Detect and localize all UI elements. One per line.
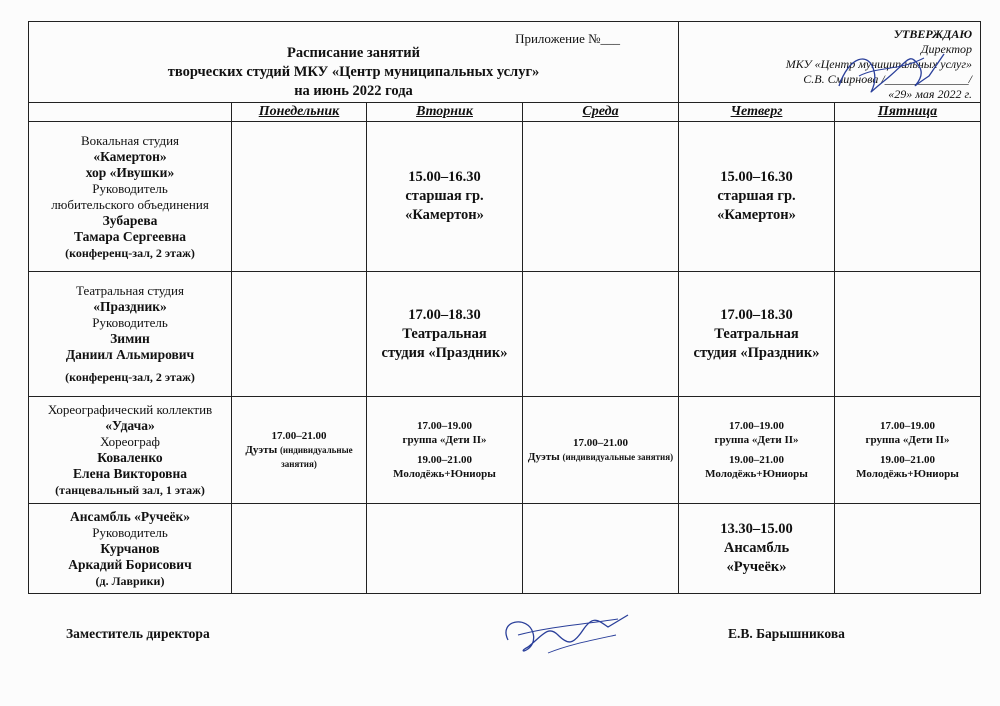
slot-cell bbox=[232, 272, 367, 397]
slot-cell bbox=[835, 122, 981, 272]
studio-cell: Хореографический коллектив «Удача» Хореограф Коваленко Елена Викторовна (танцевальный зал, 1 этаж) bbox=[29, 397, 232, 504]
deputy-signature bbox=[488, 605, 638, 665]
table-row bbox=[29, 504, 981, 594]
studio-cell: Театральная студия «Праздник» Руководитель Зимин Даниил Альмирович (конференц-зал, 2 этаж) bbox=[29, 272, 232, 397]
slot-cell: 17.00–19.00 группа «Дети II» 19.00–21.00 Молодёжь+Юниоры bbox=[835, 397, 981, 504]
slot-cell bbox=[523, 504, 679, 594]
day-wednesday: Среда bbox=[523, 103, 679, 122]
header-row bbox=[29, 22, 981, 103]
table-row bbox=[29, 122, 981, 272]
slot-cell: 17.00–21.00 Дуэты (индивидуальные занятия) bbox=[232, 397, 367, 504]
document-title: Расписание занятий творческих студий МКУ «Центр муниципальных услуг» на июнь 2022 года bbox=[167, 45, 540, 99]
title-cell bbox=[29, 22, 679, 103]
slot-cell: 15.00–16.30 старшая гр. «Камертон» bbox=[679, 122, 835, 272]
slot-cell bbox=[367, 504, 523, 594]
slot-cell bbox=[232, 122, 367, 272]
day-friday: Пятница bbox=[835, 103, 981, 122]
approve-date: «29» мая 2022 г. bbox=[888, 87, 972, 101]
approve-position: Директор bbox=[920, 42, 972, 56]
slot-cell bbox=[835, 272, 981, 397]
slot-cell bbox=[232, 504, 367, 594]
day-monday: Понедельник bbox=[232, 103, 367, 122]
approval-cell bbox=[679, 22, 981, 103]
approve-signer: С.В. Смирнова /______________/ bbox=[803, 72, 972, 86]
slot-cell: 17.00–19.00 группа «Дети II» 19.00–21.00 Молодёжь+Юниоры bbox=[679, 397, 835, 504]
corner-cell bbox=[29, 103, 232, 122]
table-row bbox=[29, 272, 981, 397]
slot-cell: 17.00–18.30 Театральная студия «Праздник» bbox=[679, 272, 835, 397]
slot-cell: 17.00–21.00 Дуэты (индивидуальные занятия) bbox=[523, 397, 679, 504]
studio-cell: Ансамбль «Ручеёк» Руководитель Курчанов Аркадий Борисович (д. Лаврики) bbox=[29, 504, 232, 594]
slot-cell: 17.00–19.00 группа «Дети II» 19.00–21.00 Молодёжь+Юниоры bbox=[367, 397, 523, 504]
schedule-table bbox=[28, 21, 981, 594]
days-row bbox=[29, 103, 981, 122]
table-row bbox=[29, 397, 981, 504]
slot-cell bbox=[523, 272, 679, 397]
slot-cell bbox=[523, 122, 679, 272]
day-thursday: Четверг bbox=[679, 103, 835, 122]
director-signature bbox=[829, 46, 949, 104]
slot-cell: 17.00–18.30 Театральная студия «Праздник» bbox=[367, 272, 523, 397]
slot-cell bbox=[835, 504, 981, 594]
slot-cell: 13.30–15.00 Ансамбль «Ручеёк» bbox=[679, 504, 835, 594]
annex-number: Приложение №___ bbox=[515, 31, 620, 46]
approve-org: МКУ «Центр муниципальных услуг» bbox=[785, 57, 972, 71]
approve-label: УТВЕРЖДАЮ bbox=[893, 27, 972, 41]
studio-cell: Вокальная студия «Камертон» хор «Ивушки» Руководитель любительского объединения Зубарева Тамара Сергеевна (конференц-зал, 2 этаж) bbox=[29, 122, 232, 272]
deputy-name: Е.В. Барышникова bbox=[728, 626, 845, 641]
day-tuesday: Вторник bbox=[367, 103, 523, 122]
slot-cell: 15.00–16.30 старшая гр. «Камертон» bbox=[367, 122, 523, 272]
deputy-role: Заместитель директора bbox=[66, 626, 210, 641]
